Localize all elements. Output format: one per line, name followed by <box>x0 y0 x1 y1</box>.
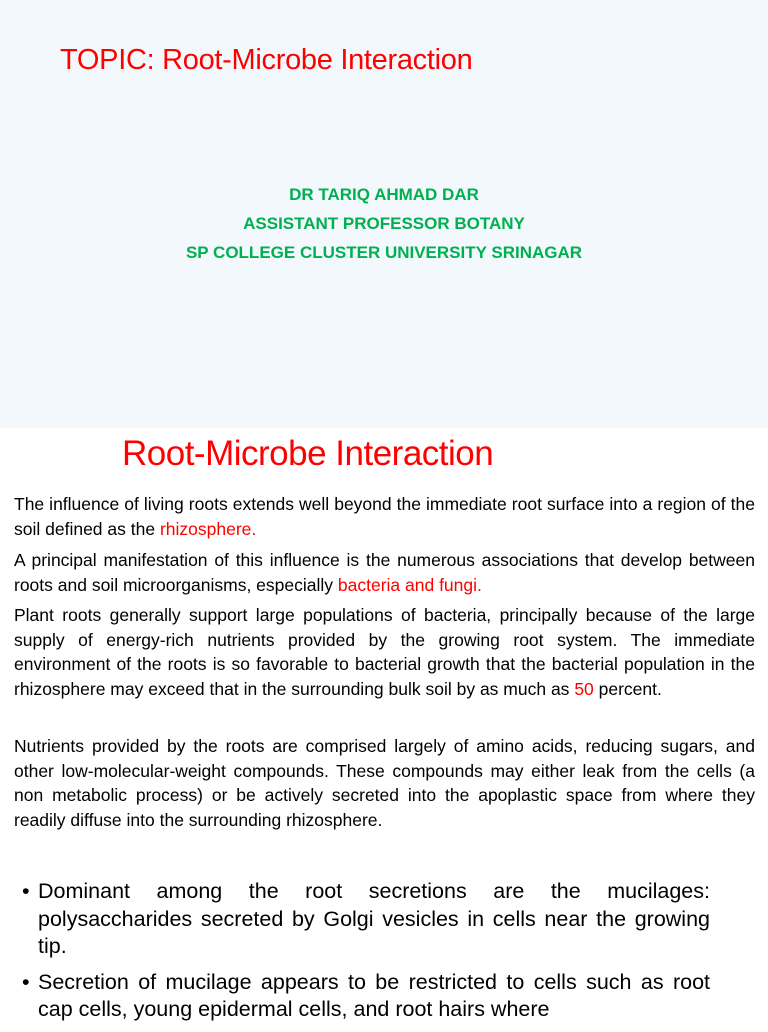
author-block <box>0 180 768 267</box>
slide-title: Root-Microbe Interaction <box>122 434 494 473</box>
author-name: DR TARIQ AHMAD DAR <box>289 185 479 204</box>
paragraph-bacteria <box>14 603 755 701</box>
author-institution: SP COLLEGE CLUSTER UNIVERSITY SRINAGAR <box>185 243 583 262</box>
paragraph-text: The influence of living roots extends well beyond the immediate root surface into a region of the soil defined as the <box>14 494 755 539</box>
bullet-dot-icon: • <box>22 969 30 994</box>
author-position: ASSISTANT PROFESSOR BOTANY <box>243 214 525 233</box>
bullet-dot-icon: • <box>22 879 30 903</box>
paragraph-rhizosphere <box>14 492 755 541</box>
paragraph-nutrients <box>14 734 755 832</box>
highlight-term: rhizosphere. <box>159 518 257 539</box>
paragraph-associations <box>14 548 755 597</box>
paragraph-text-end: percent. <box>593 678 662 699</box>
highlight-number: 50 <box>574 678 594 699</box>
bullet-item <box>22 969 710 1024</box>
bullet-text: Secretion of mucilage appears to be restricted to cells such as root cap cells, young epidermal cells, and root hairs where <box>38 969 710 1021</box>
bullet-text: Dominant among the root secretions are the mucilages: polysaccharides secreted by Golgi vesicles in cells near the growing tip. <box>38 879 710 958</box>
highlight-term: bacteria and fungi. <box>337 574 482 595</box>
bullet-list <box>22 878 710 1032</box>
topic-title: TOPIC: Root-Microbe Interaction <box>60 44 473 76</box>
paragraph-text: Plant roots generally support large populations of bacteria, principally because of the large supply of energy-rich nutrients provided by the growing root system. The immediate environment of the roots is so favorable to bacterial growth that the bacterial population in the rhizosphere may exceed that in the surrounding bulk soil by as much as <box>14 605 755 699</box>
paragraph-text: Nutrients provided by the roots are comprised largely of amino acids, reducing sugars, and other low-molecular-weight compounds. These compounds may either leak from the cells (a non metabolic process) or be actively secreted into the apoplastic space from where they readily diffuse into the surrounding rhizosphere. <box>14 736 755 830</box>
paragraph-text: A principal manifestation of this influence is the numerous associations that develop between roots and soil microorganisms, especially <box>14 550 755 595</box>
bullet-item <box>22 878 710 961</box>
